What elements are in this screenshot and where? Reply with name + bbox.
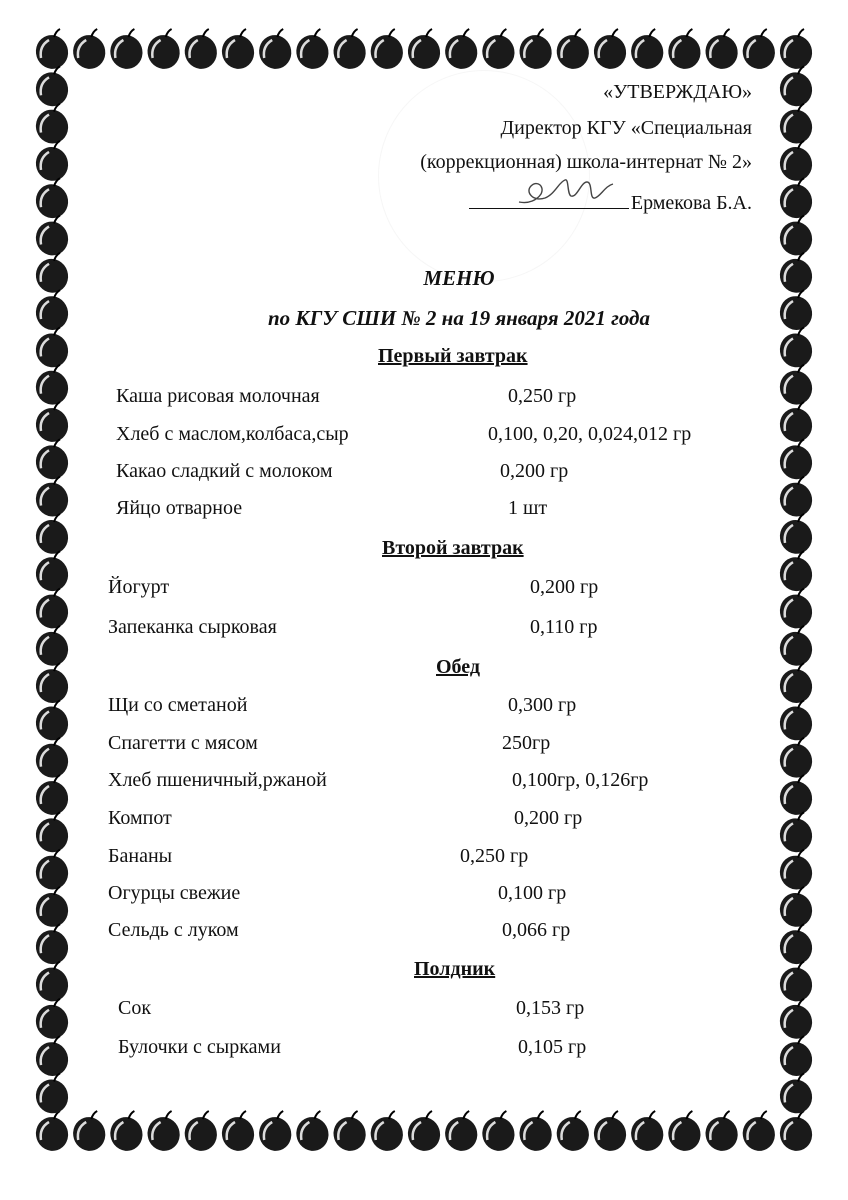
apple-icon (776, 216, 817, 260)
apple-icon (776, 327, 817, 371)
apple-icon (738, 29, 779, 73)
apple-icon (32, 439, 73, 483)
menu-item-amount: 0,105 гр (518, 1036, 587, 1058)
menu-item-amount: 0,200 гр (530, 576, 599, 598)
approval-position: Директор КГУ «Специальная (500, 117, 752, 139)
apple-icon (664, 29, 705, 73)
apple-icon (143, 29, 184, 73)
menu-item-name: Сельдь с луком (108, 919, 239, 941)
apple-icon (441, 1111, 482, 1155)
menu-item-amount: 0,250 гр (460, 845, 529, 867)
menu-item-name: Бананы (108, 845, 173, 867)
apple-icon (106, 29, 147, 73)
apple-icon (32, 812, 73, 856)
apple-icon (32, 365, 73, 409)
apple-icon (776, 924, 817, 968)
apple-icon (776, 29, 817, 73)
menu-item-name: Запеканка сырковая (108, 616, 277, 638)
apple-icon (776, 738, 817, 782)
apple-icon (776, 551, 817, 595)
menu-item-amount: 1 шт (508, 497, 548, 519)
apple-icon (329, 29, 370, 73)
menu-item-name: Хлеб пшеничный,ржаной (108, 769, 327, 791)
menu-item-name: Йогурт (108, 576, 170, 598)
apple-icon (776, 402, 817, 446)
apple-icon (776, 589, 817, 633)
menu-item-name: Компот (108, 807, 172, 829)
apple-icon (776, 626, 817, 670)
menu-item-amount: 0,200 гр (514, 807, 583, 829)
apple-icon (441, 29, 482, 73)
menu-item-name: Булочки с сырками (118, 1036, 281, 1058)
apple-icon (32, 626, 73, 670)
apple-icon (366, 1111, 407, 1155)
apple-icon (404, 29, 445, 73)
apple-icon (776, 104, 817, 148)
handwritten-signature-icon (515, 174, 625, 210)
menu-item-name: Яйцо отварное (116, 497, 243, 519)
apple-icon (776, 439, 817, 483)
apple-icon (32, 1111, 73, 1155)
section-heading-lunch: Обед (436, 656, 481, 678)
apple-icon (32, 850, 73, 894)
apple-icon (776, 1073, 817, 1117)
apple-icon (180, 29, 221, 73)
apple-icon (627, 29, 668, 73)
menu-item-name: Хлеб с маслом,колбаса,сыр (116, 423, 349, 445)
approval-title: «УТВЕРЖДАЮ» (603, 81, 752, 103)
apple-icon (32, 1073, 73, 1117)
apple-icon (69, 29, 110, 73)
apple-icon (738, 1111, 779, 1155)
menu-subtitle: по КГУ СШИ № 2 на 19 января 2021 года (268, 306, 650, 330)
menu-item-amount: 0,200 гр (500, 460, 569, 482)
apple-icon (776, 477, 817, 521)
section-heading-breakfast-2: Второй завтрак (382, 537, 524, 559)
apple-icon (32, 589, 73, 633)
apple-icon (478, 29, 519, 73)
apple-icon (776, 775, 817, 819)
apple-icon (776, 514, 817, 558)
apple-icon (106, 1111, 147, 1155)
apple-icon (255, 1111, 296, 1155)
apple-icon (32, 700, 73, 744)
apple-icon (32, 775, 73, 819)
menu-item-amount: 0,153 гр (516, 997, 585, 1019)
apple-icon (32, 551, 73, 595)
menu-item-amount: 0,066 гр (502, 919, 571, 941)
apple-icon (32, 178, 73, 222)
approval-signature-line (469, 192, 752, 213)
apple-icon (218, 1111, 259, 1155)
apple-icon (32, 738, 73, 782)
menu-title: МЕНЮ (423, 266, 495, 290)
apple-icon (218, 29, 259, 73)
apple-icon (627, 1111, 668, 1155)
approval-signer: Ермекова Б.А. (630, 192, 752, 214)
apple-icon (32, 104, 73, 148)
apple-icon (776, 66, 817, 110)
apple-icon (32, 477, 73, 521)
menu-item-name: Спагетти с мясом (108, 732, 258, 754)
apple-icon (366, 29, 407, 73)
apple-icon (776, 178, 817, 222)
signature-line (469, 192, 629, 209)
apple-icon (776, 812, 817, 856)
menu-item-amount: 250гр (502, 732, 551, 754)
apple-icon (32, 216, 73, 260)
apple-icon (776, 850, 817, 894)
menu-item-name: Каша рисовая молочная (116, 385, 320, 407)
apple-icon (32, 29, 73, 73)
menu-item-name: Огурцы свежие (108, 882, 241, 904)
apple-icon (776, 887, 817, 931)
apple-icon (32, 1036, 73, 1080)
apple-icon (32, 514, 73, 558)
apple-icon (776, 1111, 817, 1155)
apple-icon (776, 663, 817, 707)
apple-icon (32, 141, 73, 185)
apple-icon (292, 1111, 333, 1155)
apple-icon (776, 999, 817, 1043)
apple-icon (776, 962, 817, 1006)
section-heading-breakfast-1: Первый завтрак (378, 345, 528, 367)
apple-icon (664, 1111, 705, 1155)
apple-icon (776, 141, 817, 185)
apple-icon (701, 1111, 742, 1155)
apple-icon (776, 700, 817, 744)
apple-icon (404, 1111, 445, 1155)
apple-icon (180, 1111, 221, 1155)
apple-icon (552, 29, 593, 73)
apple-icon (292, 29, 333, 73)
apple-icon (32, 663, 73, 707)
menu-item-amount: 0,100 гр (498, 882, 567, 904)
apple-icon (590, 29, 631, 73)
apple-icon (590, 1111, 631, 1155)
section-heading-snack: Полдник (414, 958, 496, 980)
apple-icon (69, 1111, 110, 1155)
apple-icon (478, 1111, 519, 1155)
apple-icon (32, 327, 73, 371)
menu-item-amount: 0,110 гр (530, 616, 598, 638)
apple-icon (515, 1111, 556, 1155)
apple-icon (329, 1111, 370, 1155)
menu-item-amount: 0,100, 0,20, 0,024,012 гр (488, 423, 692, 445)
apple-icon (32, 924, 73, 968)
menu-item-amount: 0,250 гр (508, 385, 577, 407)
apple-icon (32, 887, 73, 931)
approval-organization: (коррекционная) школа-интернат № 2» (420, 151, 752, 173)
apple-icon (776, 365, 817, 409)
menu-item-name: Какао сладкий с молоком (116, 460, 333, 482)
apple-icon (32, 66, 73, 110)
apple-icon (32, 999, 73, 1043)
apple-icon (552, 1111, 593, 1155)
apple-icon (515, 29, 556, 73)
menu-item-amount: 0,100гр, 0,126гр (512, 769, 649, 791)
apple-icon (32, 962, 73, 1006)
apple-icon (776, 1036, 817, 1080)
menu-item-name: Щи со сметаной (108, 694, 248, 716)
apple-icon (32, 402, 73, 446)
menu-item-name: Сок (118, 997, 152, 1019)
apple-icon (143, 1111, 184, 1155)
menu-item-amount: 0,300 гр (508, 694, 577, 716)
apple-icon (701, 29, 742, 73)
apple-icon (255, 29, 296, 73)
